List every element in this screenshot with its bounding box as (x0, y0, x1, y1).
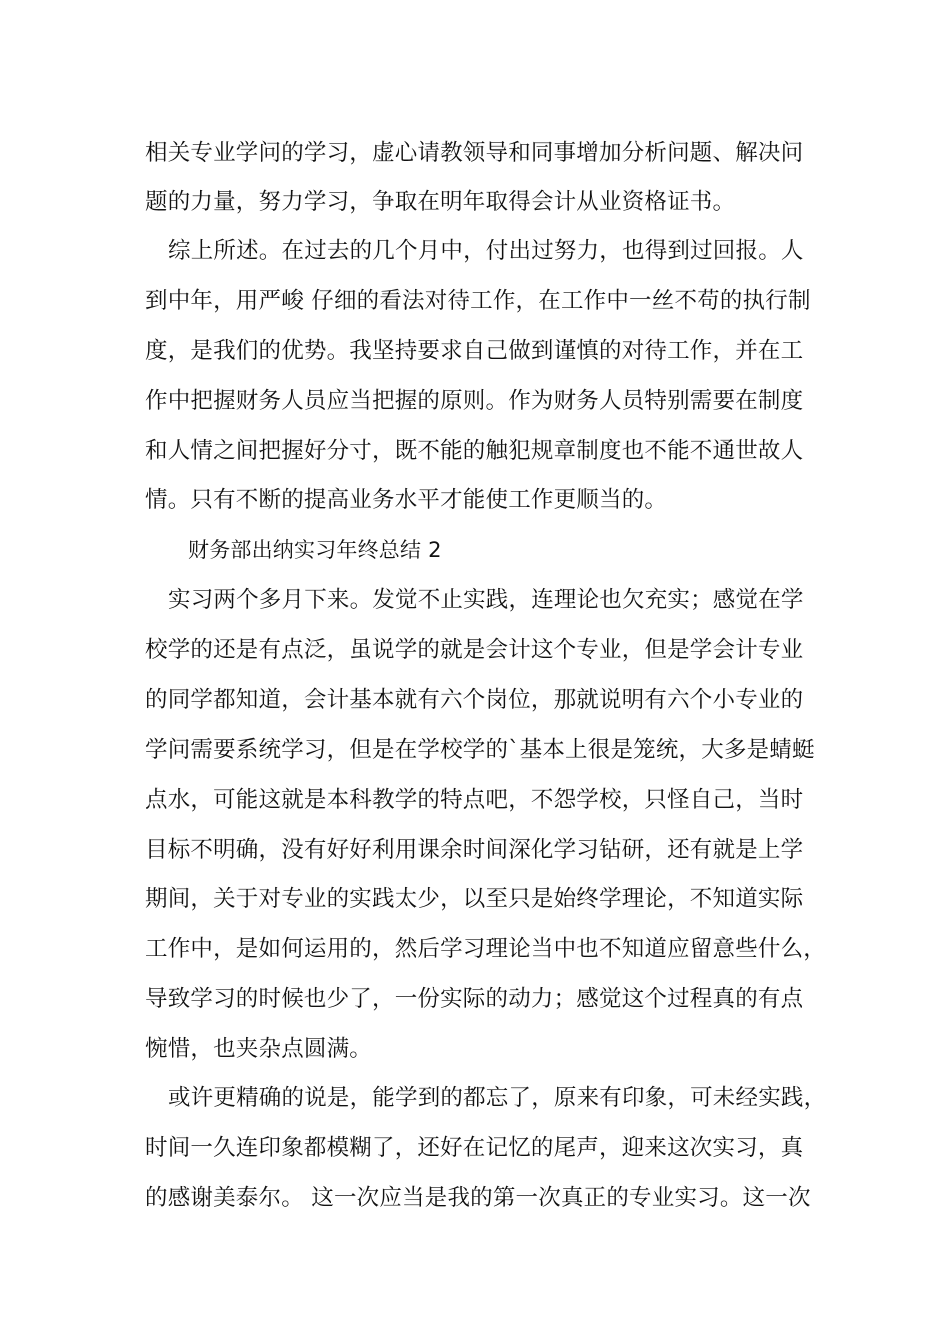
paragraph-line: 点水，可能这就是本科教学的特点吧，不怨学校，只怪自己，当时 (145, 787, 804, 813)
paragraph-line: 时间一久连印象都模糊了，还好在记忆的尾声，迎来这次实习，真 (145, 1135, 804, 1161)
paragraph-line: 的感谢美泰尔。 这一次应当是我的第一次真正的专业实习。这一次 (145, 1185, 811, 1211)
paragraph-line: 校学的还是有点泛，虽说学的就是会计这个专业，但是学会计专业 (145, 637, 804, 663)
paragraph-line: 的同学都知道，会计基本就有六个岗位，那就说明有六个小专业的 (145, 687, 804, 713)
paragraph-line: 工作中，是如何运用的，然后学习理论当中也不知道应留意些什么， (145, 936, 827, 962)
paragraph-line: 综上所述。在过去的几个月中，付出过努力，也得到过回报。人 (168, 238, 804, 264)
paragraph-line: 情。只有不断的提高业务水平才能使工作更顺当的。 (145, 487, 668, 513)
paragraph-line: 实习两个多月下来。发觉不止实践，连理论也欠充实；感觉在学 (168, 587, 804, 613)
paragraph-line: 到中年，用严峻 仔细的看法对待工作，在工作中一丝不苟的执行制 (145, 288, 811, 314)
paragraph-line: 题的力量，努力学习，争取在明年取得会计从业资格证书。 (145, 189, 736, 215)
paragraph-line: 导致学习的时候也少了，一份实际的动力；感觉这个过程真的有点 (145, 986, 804, 1012)
section-heading: 财务部出纳实习年终总结 2 (188, 538, 442, 562)
paragraph-line: 期间，关于对专业的实践太少，以至只是始终学理论，不知道实际 (145, 886, 804, 912)
paragraph-line: 作中把握财务人员应当把握的原则。作为财务人员特别需要在制度 (145, 388, 804, 414)
paragraph-line: 相关专业学问的学习，虚心请教领导和同事增加分析问题、解决问 (145, 140, 804, 166)
paragraph-line: 学问需要系统学习，但是在学校学的`基本上很是笼统，大多是蜻蜓 (145, 737, 815, 763)
paragraph-line: 和人情之间把握好分寸，既不能的触犯规章制度也不能不通世故人 (145, 438, 804, 464)
paragraph-line: 度，是我们的优势。我坚持要求自己做到谨慎的对待工作，并在工 (145, 338, 804, 364)
paragraph-line: 或许更精确的说是，能学到的都忘了，原来有印象，可未经实践， (168, 1085, 827, 1111)
paragraph-line: 惋惜，也夹杂点圆满。 (145, 1036, 373, 1062)
paragraph-line: 目标不明确，没有好好利用课余时间深化学习钻研，还有就是上学 (145, 837, 804, 863)
